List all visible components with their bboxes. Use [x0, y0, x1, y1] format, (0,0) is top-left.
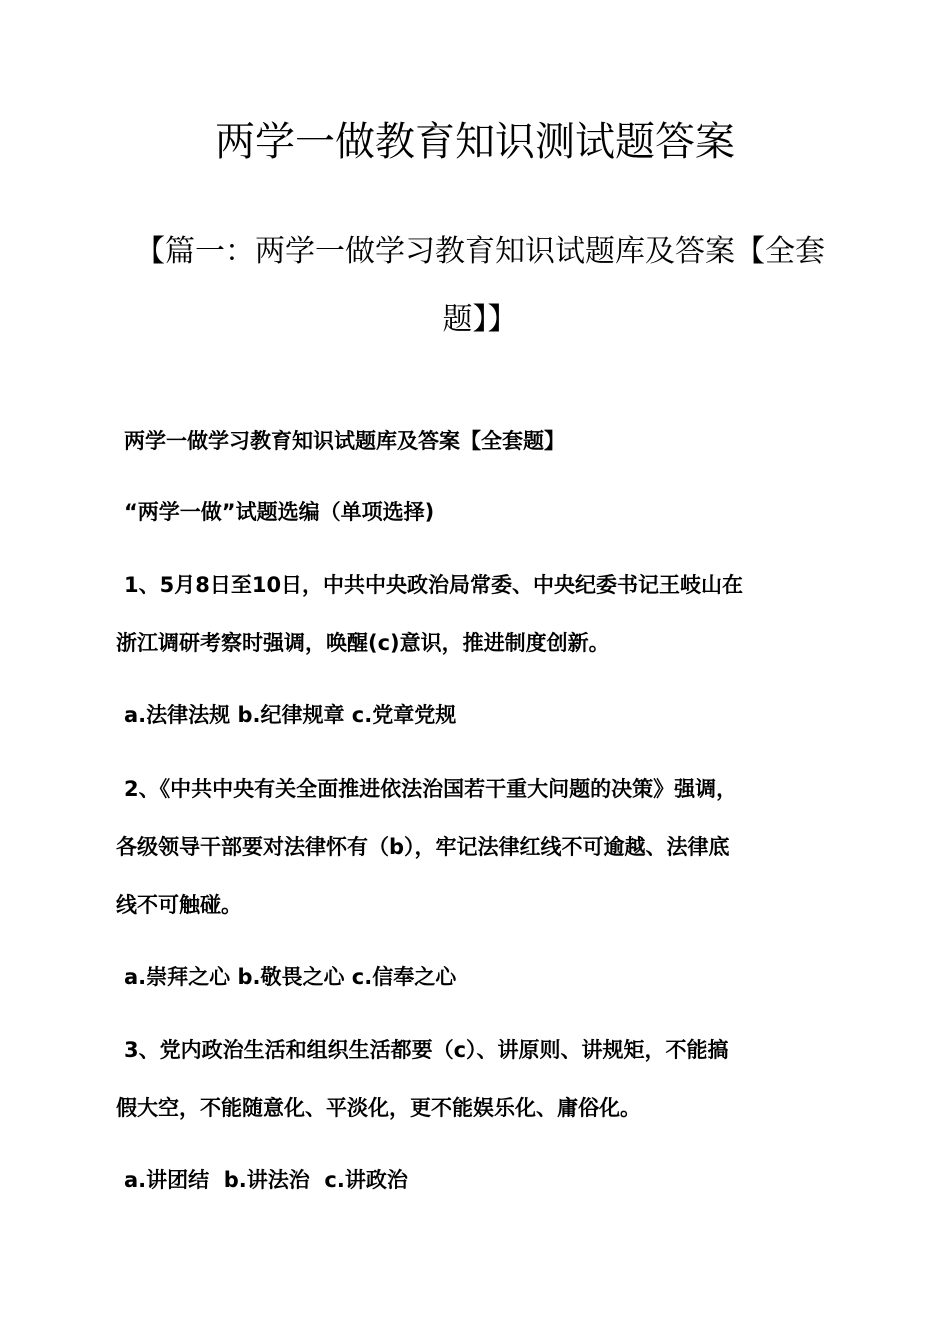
question-1-line-1: 1、5月8日至10日，中共中央政治局常委、中央纪委书记王岐山在	[124, 573, 744, 597]
section-subtitle	[130, 218, 830, 354]
question-2	[116, 760, 846, 934]
subtitle-line-2: 题】】	[442, 302, 518, 337]
subtitle-line-1: 【篇一：两学一做学习教育知识试题库及答案【全套	[135, 234, 825, 269]
question-3-options: a.讲团结 b.讲法治 c.讲政治	[124, 1168, 408, 1192]
question-3-line-1: 3、党内政治生活和组织生活都要（c）、讲原则、讲规矩，不能搞	[124, 1038, 729, 1062]
question-1-line-2: 浙江调研考察时强调，唤醒(c)意识，推进制度创新。	[116, 631, 610, 655]
question-2-line-1: 2、《中共中央有关全面推进依法治国若干重大问题的决策》强调，	[124, 777, 738, 801]
question-2-line-2: 各级领导干部要对法律怀有（b），牢记法律红线不可逾越、法律底	[116, 835, 730, 859]
question-1	[116, 556, 846, 672]
question-1-options: a.法律法规 b.纪律规章 c.党章党规	[124, 703, 457, 727]
document-title: 两学一做教育知识测试题答案	[215, 119, 735, 165]
heading-selection: “两学一做”试题选编（单项选择)	[124, 500, 435, 524]
question-2-line-3: 线不可触碰。	[116, 893, 242, 917]
question-3-line-2: 假大空，不能随意化、平淡化，更不能娱乐化、庸俗化。	[116, 1096, 641, 1120]
question-2-options: a.崇拜之心 b.敬畏之心 c.信奉之心	[124, 965, 457, 989]
question-3	[116, 1021, 846, 1137]
heading-question-bank: 两学一做学习教育知识试题库及答案【全套题】	[124, 429, 565, 453]
